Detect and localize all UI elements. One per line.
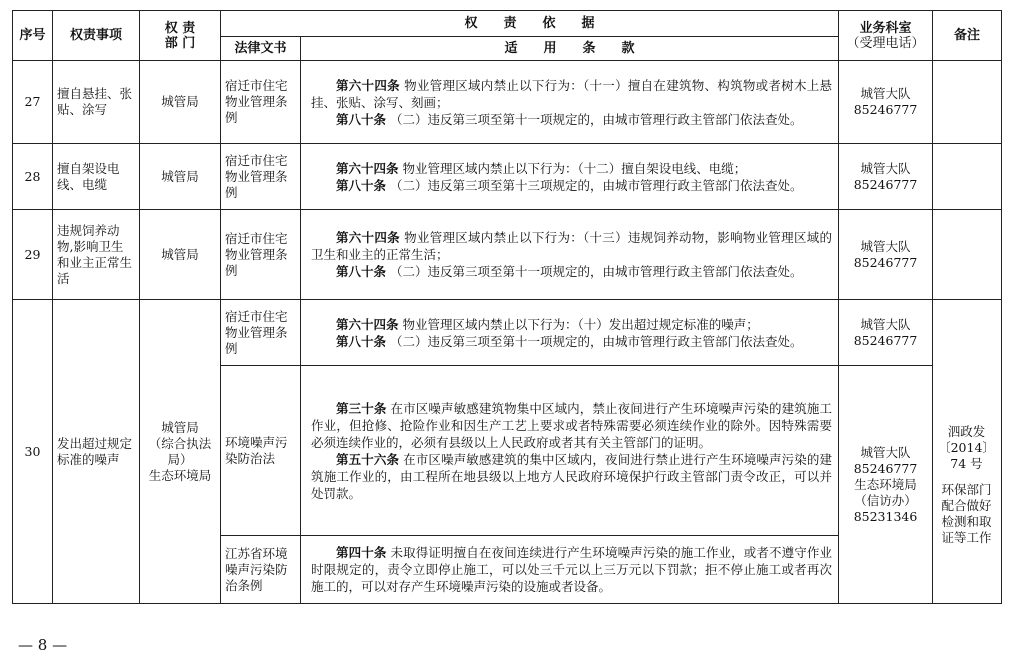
page-number: — 8 — (18, 636, 68, 654)
clause-text: （二）违反第三项至第十一项规定的，由城市管理行政主管部门依法查处。 (386, 264, 803, 279)
row-dept: 城管局 (140, 144, 221, 210)
table-row (13, 61, 1002, 144)
dept-name: 生态环境局 (148, 467, 212, 483)
row-law: 宿迁市住宅物业管理条例 (221, 210, 301, 300)
row-office (839, 366, 933, 604)
row-clause (301, 210, 839, 300)
dept-name: 城管局 (161, 419, 199, 435)
row-clause (301, 536, 839, 604)
row-law: 江苏省环境噪声污染防治条例 (221, 536, 301, 604)
office-phone: 85231346 (853, 508, 918, 524)
header-law: 法律文书 (221, 37, 301, 61)
clause-article: 第八十条 (336, 264, 387, 279)
row-clause (301, 144, 839, 210)
office-name: 城管大队 (860, 238, 911, 254)
office-subname: （信访办） (854, 492, 917, 508)
clause-article: 第八十条 (336, 333, 387, 349)
row-office (839, 61, 933, 144)
clause-para (311, 333, 832, 350)
clause-para (311, 544, 832, 595)
table-row (13, 300, 1002, 366)
row-note (933, 61, 1002, 144)
clause-para (311, 111, 832, 128)
row-item: 发出超过规定标准的噪声 (53, 300, 140, 604)
row-item: 违规饲养动物,影响卫生和业主正常生活 (53, 210, 140, 300)
row-office (839, 300, 933, 366)
row-note (933, 210, 1002, 300)
note-doc-year: 〔2014〕 (938, 440, 995, 455)
clause-para (311, 263, 832, 280)
clause-article: 第六十四条 (336, 230, 400, 245)
office-phone: 85246777 (853, 176, 918, 192)
header-office-label: 业务科室 (859, 20, 912, 36)
clause-text: 在市区噪声敏感建筑的集中区域内，夜间进行禁止进行产生环境噪声污染的建筑施工作业的，由工程所在地县级以上地方人民政府环境保护行政主管部门责令改正，可以并处罚款。 (311, 451, 833, 501)
row-item: 擅自悬挂、张贴、涂写 (53, 61, 140, 144)
clause-text: 物业管理区域内禁止以下行为：（十一）擅自在建筑物、构筑物或者树木上悬挂、张贴、涂写、刻画； (311, 77, 833, 110)
row-dept: 城管局 (140, 61, 221, 144)
clause-article: 第四十条 (336, 545, 387, 560)
note-detail: 环保部门配合做好检测和取证等工作 (941, 482, 992, 545)
clause-article: 第八十条 (336, 111, 387, 127)
office-phone: 85246777 (853, 102, 918, 117)
clause-text: 物业管理区域内禁止以下行为：（十）发出超过规定标准的噪声； (398, 316, 759, 332)
office-name: 城管大队 (860, 444, 911, 460)
office-name: 城管大队 (860, 160, 911, 176)
authority-table (12, 10, 1002, 604)
clause-text: 物业管理区域内禁止以下行为：（十二）擅自架设电线、电缆； (398, 160, 747, 176)
office-name: 生态环境局 (854, 476, 917, 492)
clause-text: 在市区噪声敏感建筑物集中区域内，禁止夜间进行产生环境噪声污染的建筑施工作业，但抢修、抢险作业和因生产工艺上要求或者特殊需要必须连续作业的除外。因特殊需要必须连续作业的，必须有县级以上人民政府或者其有关主管部门的证明。 (311, 400, 833, 450)
row-seq: 29 (13, 210, 53, 300)
clause-article: 第六十四条 (336, 77, 400, 93)
clause-para (311, 177, 832, 194)
row-law: 宿迁市住宅物业管理条例 (221, 61, 301, 144)
row-law: 环境噪声污染防治法 (221, 366, 301, 536)
header-seq: 序号 (13, 11, 53, 61)
header-dept-label: 权 责 部 门 (164, 20, 196, 51)
office-phone: 85246777 (853, 460, 918, 476)
header-note: 备注 (933, 11, 1002, 61)
clause-para (311, 229, 832, 263)
office-phone: 85246777 (853, 332, 918, 348)
header-office (839, 11, 933, 61)
clause-text: 物业管理区域内禁止以下行为：（十三）违规饲养动物，影响物业管理区域的卫生和业主的正常生活； (311, 230, 833, 262)
row-note (933, 144, 1002, 210)
row-clause (301, 300, 839, 366)
clause-article: 第六十四条 (336, 160, 399, 176)
header-clause: 适 用 条 款 (301, 37, 839, 61)
table-row (13, 144, 1002, 210)
row-office (839, 144, 933, 210)
note-doc: 泗政发 (947, 424, 986, 439)
row30-note (932, 424, 1001, 546)
header-item: 权责事项 (53, 11, 140, 61)
row-clause (301, 366, 839, 536)
clause-para (311, 400, 832, 451)
row-clause (301, 61, 839, 144)
clause-text: （二）违反第三项至第十一项规定的，由城市管理行政主管部门依法查处。 (386, 111, 803, 127)
clause-article: 第六十四条 (336, 316, 399, 332)
table-row (13, 210, 1002, 300)
row-office (839, 210, 933, 300)
office-phone: 85246777 (853, 254, 918, 270)
note-doc-number: 74 号 (950, 456, 983, 471)
dept-subname: （综合执法局） (148, 435, 212, 467)
office-name: 城管大队 (860, 86, 911, 101)
clause-para (311, 451, 832, 502)
clause-article: 第三十条 (336, 400, 387, 416)
row-dept: 城管局 (140, 210, 221, 300)
clause-text: 未取得证明擅自在夜间连续进行产生环境噪声污染的施工作业，或者不遵守作业时限规定的，责令立即停止施工，可以处三千元以上三万元以下罚款；拒不停止施工或者再次施工的，可以对存产生环境噪声污染的设施或者设备。 (311, 545, 833, 594)
clause-article: 第八十条 (336, 177, 387, 193)
row-item: 擅自架设电线、电缆 (53, 144, 140, 210)
header-basis: 权 责 依 据 (221, 11, 839, 37)
header-dept (140, 11, 221, 61)
clause-para (311, 160, 832, 177)
row-dept (140, 300, 221, 604)
clause-text: （二）违反第三项至第十一项规定的，由城市管理行政主管部门依法查处。 (386, 333, 803, 349)
row-law: 宿迁市住宅物业管理条例 (221, 144, 301, 210)
header-office-phone: （受理电话） (846, 35, 925, 51)
office-name: 城管大队 (860, 316, 911, 332)
clause-text: （二）违反第三项至第十三项规定的，由城市管理行政主管部门依法查处。 (386, 177, 803, 193)
row-law: 宿迁市住宅物业管理条例 (221, 300, 301, 366)
clause-para (311, 77, 832, 111)
clause-article: 第五十六条 (336, 451, 400, 467)
row-seq: 30 (13, 300, 53, 604)
clause-para (311, 316, 832, 333)
row-seq: 27 (13, 61, 53, 144)
row-seq: 28 (13, 144, 53, 210)
